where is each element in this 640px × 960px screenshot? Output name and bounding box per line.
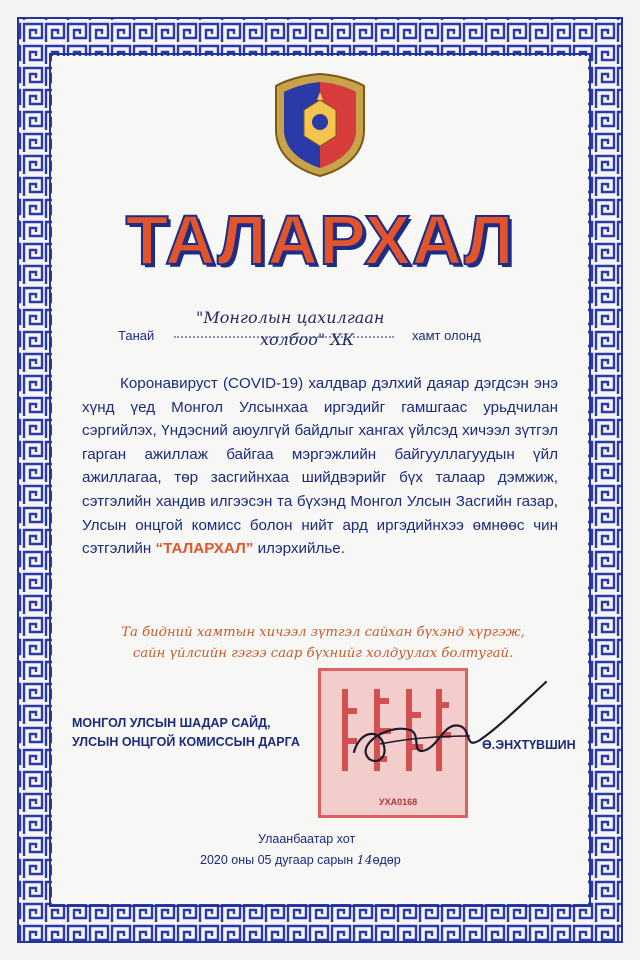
body-text-part2: илэрхийлье. [257,540,345,558]
addressee-line [0,308,640,358]
state-emergency-commission-emblem-icon [268,70,372,180]
handwritten-signature-icon [340,670,560,780]
signatory-title-line1: МОНГОЛ УЛСЫН ШАДАР САЙД, [72,716,271,730]
body-highlight: “ТАЛАРХАЛ” [155,540,254,558]
certificate-title: ТАЛАРХАЛ [125,201,515,279]
date-prefix: 2020 оны 05 дугаар сарын [200,853,354,867]
issue-place: Улаанбаатар хот [258,832,356,846]
date-suffix: өдөр [372,853,401,867]
handwritten-addressee-line2: холбоо" ХК [260,330,355,349]
handwritten-addressee-line1: "Монголын цахилгаан [196,308,385,327]
addressee-prefix: Танай [118,328,155,343]
body-text-part1: Коронавируст (COVID-19) халдвар дэлхий даяар дэгдсэн энэ хүнд үед Монгол Улсынхаа иргэдийг гамшгаас урьдчилан сэргийлэх, Үндэсний аюулгүй байдлыг хангах үйлсэд хичээл зүтгэл гарган ажиллаж байгаа мэргэжлийн байгууллагуудын үйл ажиллагаа, төр засгийнхаа шийдвэрийг бүх талаар дэмжиж, сэтгэлийн хандив илгээсэн та бүхэнд Монгол Улсын Засгийн газар, Улсын онцгой комисс болон нийт ард иргэдийнхээ өмнөөс чин сэтгэлийн [82,375,558,558]
signatory-title-line2: УЛСЫН ОНЦГОЙ КОМИССЫН ДАРГА [72,735,300,749]
signatory-name: Ө.ЭНХТҮВШИН [482,738,576,752]
signatory-title [72,714,300,752]
certificate-body-text [82,372,558,561]
wish-line-1: Та бидний хамтын хичээл зүтгэл сайхан бүхэнд хүргэж, [121,625,525,640]
addressee-suffix: хамт олонд [412,328,481,343]
wish-line-2: сайн үйлсийн гэгээ саар бүхнийг холдуулах болтугай. [132,646,514,661]
wish-text [100,622,546,664]
seal-code: УХА0168 [379,797,418,807]
date-day-handwritten: 14 [356,852,373,867]
issue-date [200,852,401,867]
